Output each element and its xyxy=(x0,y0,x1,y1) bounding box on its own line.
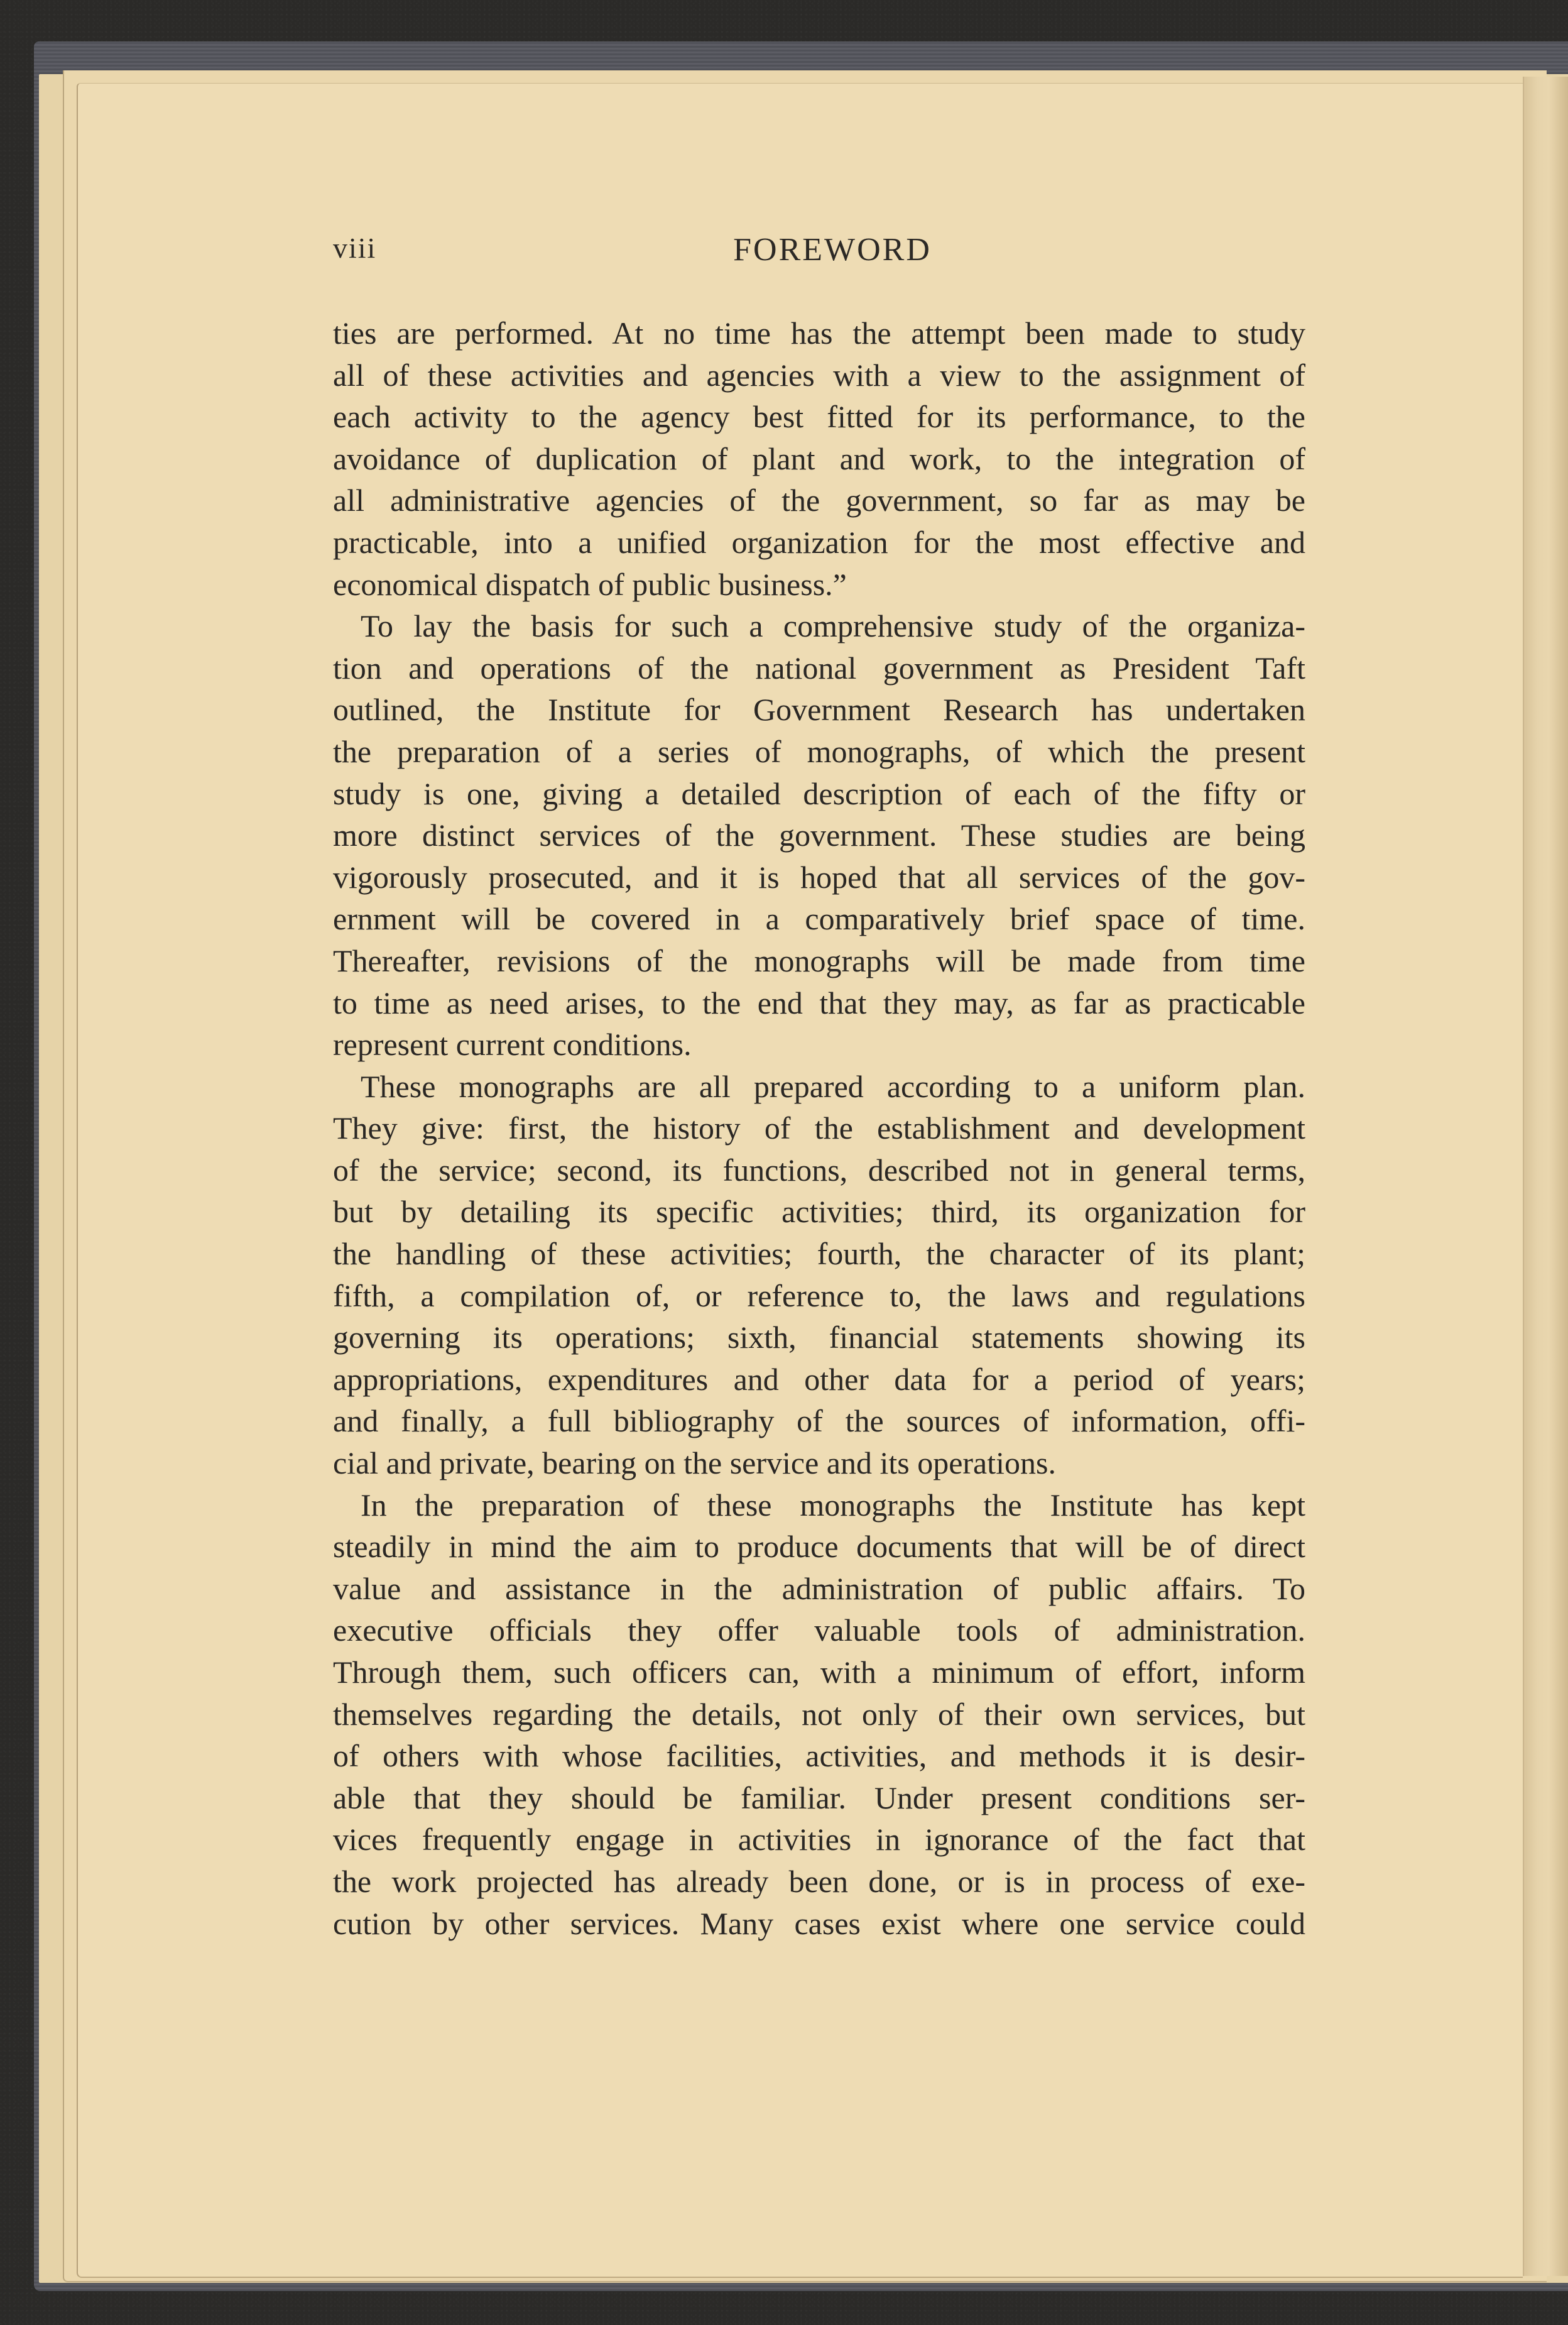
page-number: viii xyxy=(333,232,377,264)
text-line: practicable, into a unified organization for the most effective and xyxy=(333,524,1305,560)
text-line: fifth, a compilation of, or reference to, the laws and regulations xyxy=(333,1277,1305,1313)
text-line: study is one, giving a detailed description of each of the fifty or xyxy=(333,775,1305,811)
chapter-title: FOREWORD xyxy=(733,232,932,268)
text-line: and finally, a full bibliography of the sources of information, offi- xyxy=(333,1403,1305,1439)
text-line: vigorously prosecuted, and it is hoped that all services of the gov- xyxy=(333,859,1305,895)
text-line: the work projected has already been done, or is in process of exe- xyxy=(333,1863,1305,1899)
text-line: to time as need arises, to the end that they may, as far as practicable xyxy=(333,985,1305,1020)
text-line: each activity to the agency best fitted for its performance, to the xyxy=(333,399,1305,435)
text-line: cution by other services. Many cases exist where one service could xyxy=(333,1905,1305,1941)
text-line: all administrative agencies of the government, so far as may be xyxy=(333,483,1305,518)
text-line: tion and operations of the national government as President Taft xyxy=(333,650,1305,686)
body-text xyxy=(333,312,1305,1944)
text-line: avoidance of duplication of plant and work, to the integration of xyxy=(333,440,1305,476)
text-line: executive officials they offer valuable tools of administration. xyxy=(333,1612,1305,1648)
text-line: the preparation of a series of monographs, of which the present xyxy=(333,733,1305,769)
text-line: themselves regarding the details, not only of their own services, but xyxy=(333,1696,1305,1732)
paragraph xyxy=(333,1484,1305,1945)
text-line: of others with whose facilities, activities, and methods it is desir- xyxy=(333,1738,1305,1774)
text-line: all of these activities and agencies with a view to the assignment of xyxy=(333,357,1305,393)
text-line: economical dispatch of public business.” xyxy=(333,566,847,602)
text-line: ties are performed. At no time has the attempt been made to study xyxy=(333,315,1305,351)
text-line: Thereafter, revisions of the monographs will be made from time xyxy=(333,943,1305,978)
paragraph xyxy=(333,1066,1305,1484)
text-line: steadily in mind the aim to produce documents that will be of direct xyxy=(333,1529,1305,1565)
text-line: more distinct services of the government. These studies are being xyxy=(333,818,1305,853)
text-line: but by detailing its specific activities; third, its organization for xyxy=(333,1194,1305,1230)
text-line: of the service; second, its functions, described not in general terms, xyxy=(333,1152,1305,1188)
text-line: Through them, such officers can, with a minimum of effort, inform xyxy=(333,1655,1305,1690)
running-head xyxy=(333,231,1307,275)
text-line: They give: first, the history of the establishment and development xyxy=(333,1110,1305,1146)
text-line: ernment will be covered in a comparatively brief space of time. xyxy=(333,901,1305,937)
text-line: These monographs are all prepared according to a uniform plan. xyxy=(361,1068,1305,1104)
text-line: outlined, the Institute for Government Research has undertaken xyxy=(333,692,1305,728)
text-line: represent current conditions. xyxy=(333,1027,692,1063)
paragraph xyxy=(333,312,1305,605)
text-line: governing its operations; sixth, financial statements showing its xyxy=(333,1320,1305,1355)
text-line: vices frequently engage in activities in ignorance of the fact that xyxy=(333,1822,1305,1857)
text-line: cial and private, bearing on the service and its operations. xyxy=(333,1445,1056,1481)
text-line: value and assistance in the administration of public affairs. To xyxy=(333,1570,1305,1606)
text-line: the handling of these activities; fourth, the character of its plant; xyxy=(333,1236,1305,1272)
text-line: appropriations, expenditures and other data for a period of years; xyxy=(333,1361,1305,1397)
text-line: In the preparation of these monographs the Institute has kept xyxy=(361,1487,1305,1523)
text-line: able that they should be familiar. Under present conditions ser- xyxy=(333,1780,1305,1815)
paragraph xyxy=(333,605,1305,1066)
text-line: To lay the basis for such a comprehensive study of the organiza- xyxy=(361,608,1305,644)
